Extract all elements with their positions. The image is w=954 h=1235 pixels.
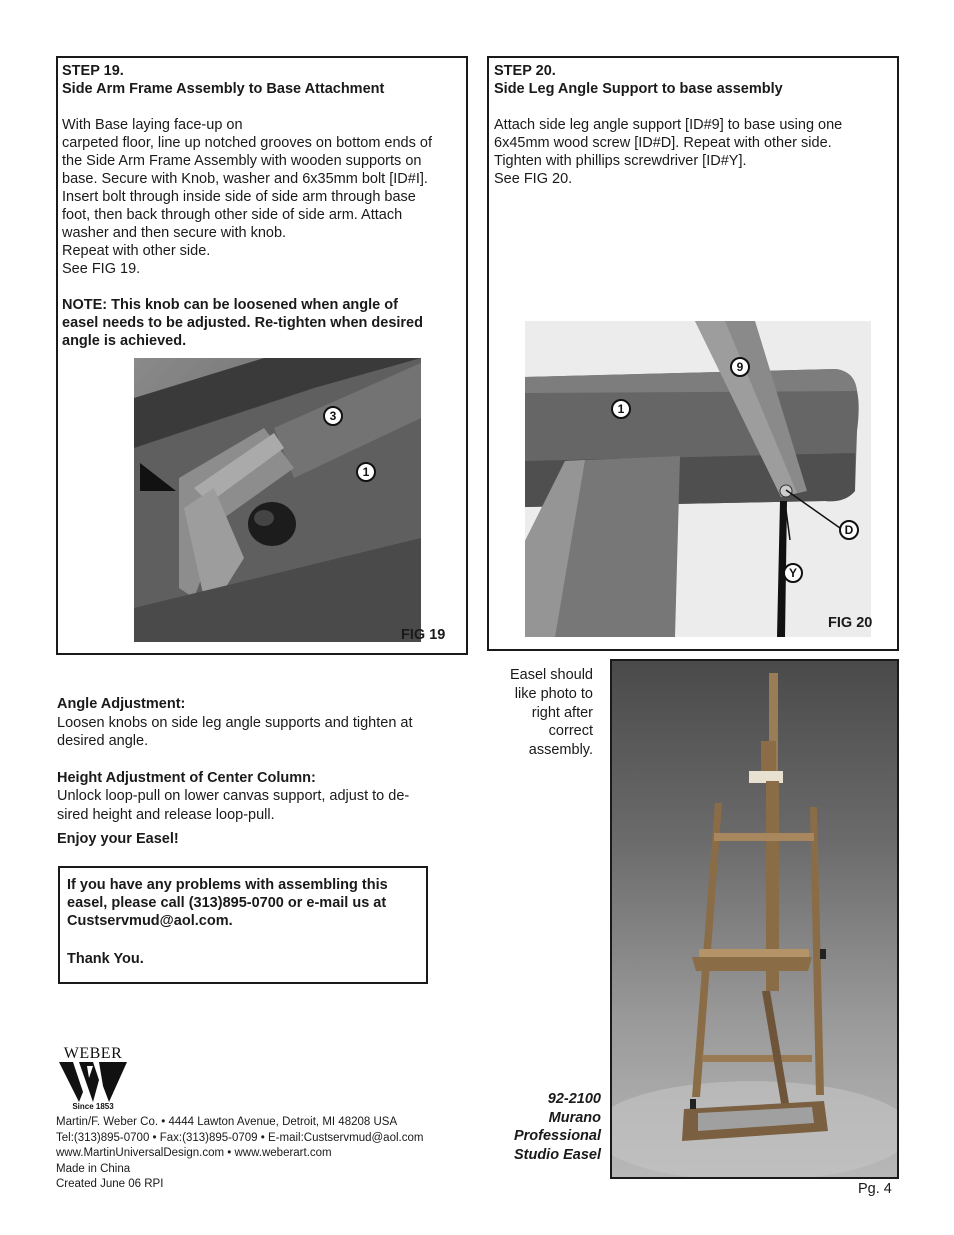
angle-line: Loosen knobs on side leg angle supports and tighten at: [57, 714, 413, 731]
step19-line: base. Secure with Knob, washer and 6x35mm bolt [ID#I].: [62, 171, 428, 187]
easel-note-line: like photo to: [514, 685, 593, 702]
step20-text: [494, 62, 894, 188]
product-line: Murano: [548, 1109, 601, 1126]
contact-text: [67, 876, 423, 968]
easel-note-line: right after: [531, 704, 593, 721]
step20-line: See FIG 20.: [494, 171, 573, 187]
step19-line: Insert bolt through inside side of side arm through base: [62, 189, 416, 205]
height-line: Unlock loop-pull on lower canvas support, adjust to de-: [57, 788, 410, 804]
fig20-callout-9: 9: [730, 357, 750, 377]
product-label: [480, 1090, 601, 1164]
fig19-label: FIG 19: [401, 627, 446, 643]
easel-note-line: correct: [548, 723, 593, 740]
step20-title: STEP 20.: [494, 63, 556, 79]
product-line: Studio Easel: [513, 1146, 601, 1163]
step19-line: Repeat with other side.: [62, 243, 211, 259]
fig19-callout-1: 1: [356, 462, 376, 482]
fig20-photo: [525, 321, 871, 637]
pointer-arrow-icon: [140, 463, 176, 493]
fig20-callout-1: 1: [611, 399, 631, 419]
step19-note: easel needs to be adjusted. Re-tighten when desired: [62, 315, 423, 331]
step20-line: 6x45mm wood screw [ID#D]. Repeat with other side.: [494, 135, 832, 151]
footer-line: Martin/F. Weber Co. • 4444 Lawton Avenue, Detroit, MI 48208 USA: [56, 1116, 398, 1128]
contact-line: easel, please call (313)895-0700 or e-mail us at: [67, 895, 387, 911]
step20-line: Tighten with phillips screwdriver [ID#Y].: [494, 153, 747, 169]
product-line: 92-2100: [547, 1091, 601, 1107]
footer: [56, 1115, 486, 1193]
height-line: sired height and release loop-pull.: [57, 806, 275, 823]
footer-line: Made in China: [56, 1162, 131, 1175]
height-heading: Height Adjustment of Center Column:: [57, 769, 316, 786]
step19-line: foot, then back through other side of side arm. Attach: [62, 207, 403, 223]
fig20-callout-D: D: [839, 520, 859, 540]
easel-note: [480, 666, 593, 760]
contact-line: Custservmud@aol.com.: [67, 913, 233, 929]
step20-line: Attach side leg angle support [ID#9] to base using one: [494, 117, 843, 133]
angle-heading: Angle Adjustment:: [57, 696, 186, 712]
easel-note-line: assembly.: [528, 742, 593, 759]
fig19-photo: [134, 358, 421, 642]
step19-line: carpeted floor, line up notched grooves on bottom ends of: [62, 135, 432, 151]
step19-intro: With Base laying face-up on: [62, 117, 243, 133]
footer-line: Created June 06 RPI: [56, 1178, 164, 1190]
step19-line: washer and then secure with knob.: [62, 225, 287, 241]
page-number: Pg. 4: [858, 1181, 892, 1197]
fig20-callout-Y: Y: [783, 563, 803, 583]
logo-brand: WEBER: [63, 1045, 123, 1062]
contact-thanks: Thank You.: [67, 951, 144, 967]
step19-line: See FIG 19.: [62, 261, 141, 277]
footer-line: Tel:(313)895-0700 • Fax:(313)895-0709 • E-mail:Custservmud@aol.com: [56, 1131, 424, 1144]
angle-line: desired angle.: [57, 733, 149, 749]
enjoy-text: Enjoy your Easel!: [57, 831, 179, 847]
step19-text: [62, 62, 466, 350]
logo-mark-icon: [59, 1062, 127, 1102]
adjustment-section: [57, 695, 467, 849]
logo-since: Since 1853: [72, 1102, 114, 1111]
contact-line: If you have any problems with assembling this: [67, 877, 388, 893]
fig20-label: FIG 20: [828, 615, 873, 631]
step19-subtitle: Side Arm Frame Assembly to Base Attachment: [62, 81, 385, 97]
step19-title: STEP 19.: [62, 63, 124, 79]
step19-line: the Side Arm Frame Assembly with wooden supports on: [62, 153, 422, 169]
footer-line: www.MartinUniversalDesign.com • www.weberart.com: [56, 1147, 332, 1159]
step20-subtitle: Side Leg Angle Support to base assembly: [494, 81, 783, 97]
fig19-callout-3: 3: [323, 406, 343, 426]
weber-logo: [57, 1045, 129, 1113]
easel-note-line: Easel should: [509, 667, 593, 683]
step19-note: angle is achieved.: [62, 333, 187, 349]
easel-photo: [612, 661, 897, 1177]
step19-note: NOTE: This knob can be loosened when angle of: [62, 297, 398, 313]
product-line: Professional: [513, 1128, 601, 1144]
